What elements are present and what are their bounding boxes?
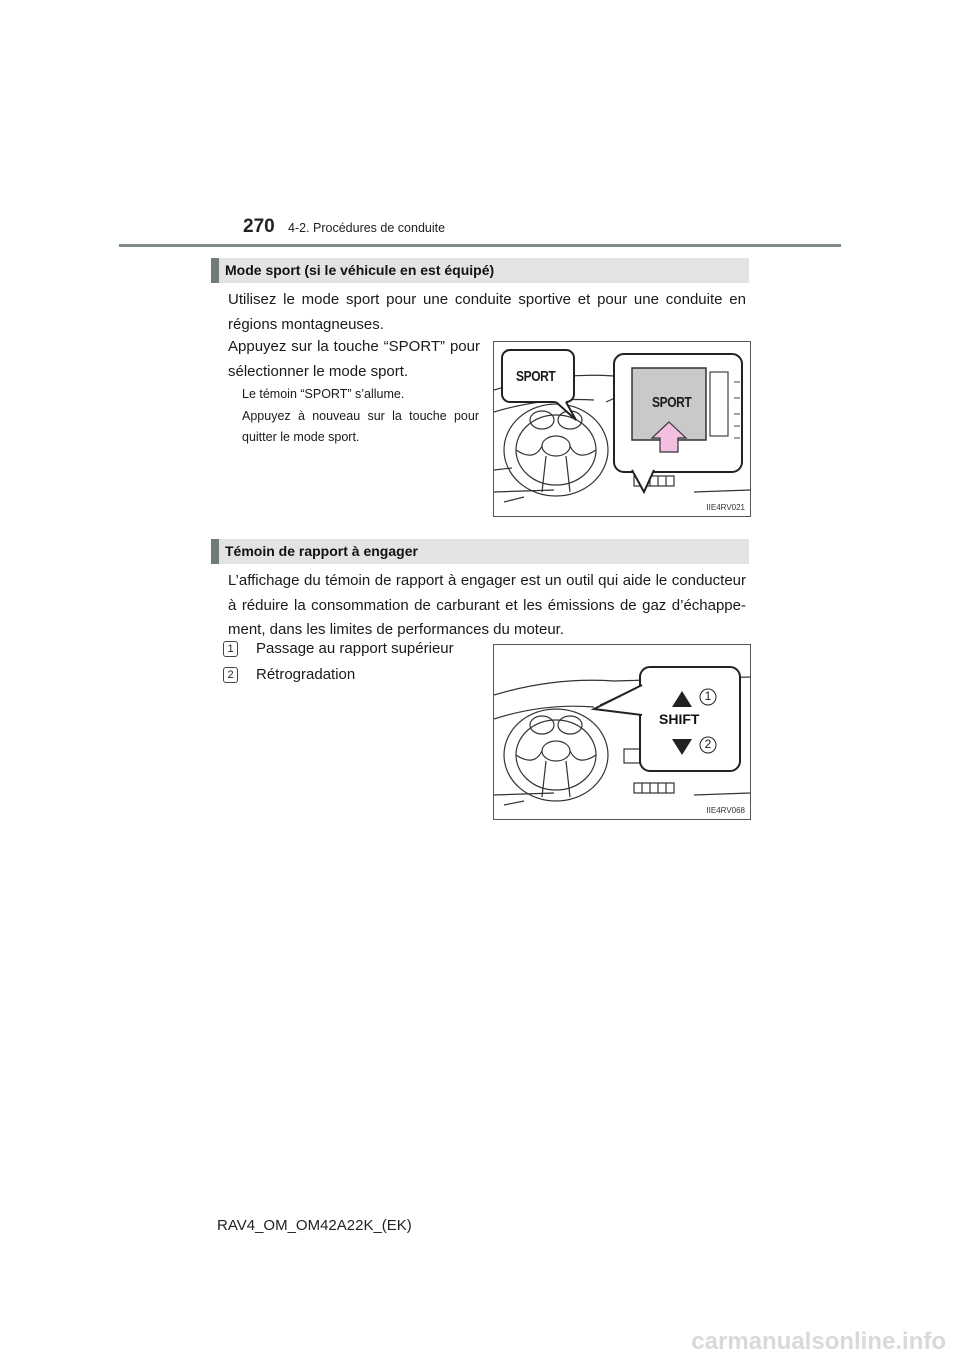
sport-note-2: Appuyez à nouveau sur la touche pour quitter le mode sport. [242,409,479,444]
sport-button-figure [493,341,751,517]
item-number-badge: 2 [223,667,238,683]
upshift-number: 1 [704,689,712,703]
section-heading-sport-mode [211,258,749,283]
figure-code: IIE4RV068 [706,806,745,815]
header-rule [119,244,841,247]
section-accent [211,539,219,564]
section-title: Mode sport (si le véhicule en est équipé) [225,262,495,278]
section-path: 4-2. Procédures de conduite [288,221,446,235]
item-label-upshift: Passage au rapport supérieur [256,640,454,657]
sport-callout-label: SPORT [516,368,556,385]
section-heading-shift-indicator [211,539,749,564]
section-accent [211,258,219,283]
section-title: Témoin de rapport à engager [225,543,418,559]
watermark: carmanualsonline.info [691,1328,946,1355]
item-label-downshift: Rétrogradation [256,666,356,683]
dashboard-illustration [494,645,750,819]
figure-code: IIE4RV021 [706,503,745,512]
shift-indicator-figure [493,644,751,820]
downshift-number: 2 [704,737,712,751]
page-number: 270 [243,216,275,237]
shift-label: SHIFT [659,711,700,727]
sport-intro-text: Utilisez le mode sport pour une conduite sportive et pour une conduite en régions montagneuses. [228,291,746,333]
document-code: RAV4_OM_OM42A22K_(EK) [217,1217,412,1234]
sport-button-label: SPORT [652,394,692,411]
shift-intro-text: L’affichage du témoin de rapport à engager est un outil qui aide le conducteur à réduire la consommation de carburant et les émissions de gaz d’échappe-ment, dans les limites de performances du moteur. [228,572,746,638]
item-number-badge: 1 [223,641,238,657]
sport-instruction-text: Appuyez sur la touche “SPORT” pour sélectionner le mode sport. [228,338,480,380]
sport-note-1: Le témoin “SPORT” s’allume. [242,387,405,401]
